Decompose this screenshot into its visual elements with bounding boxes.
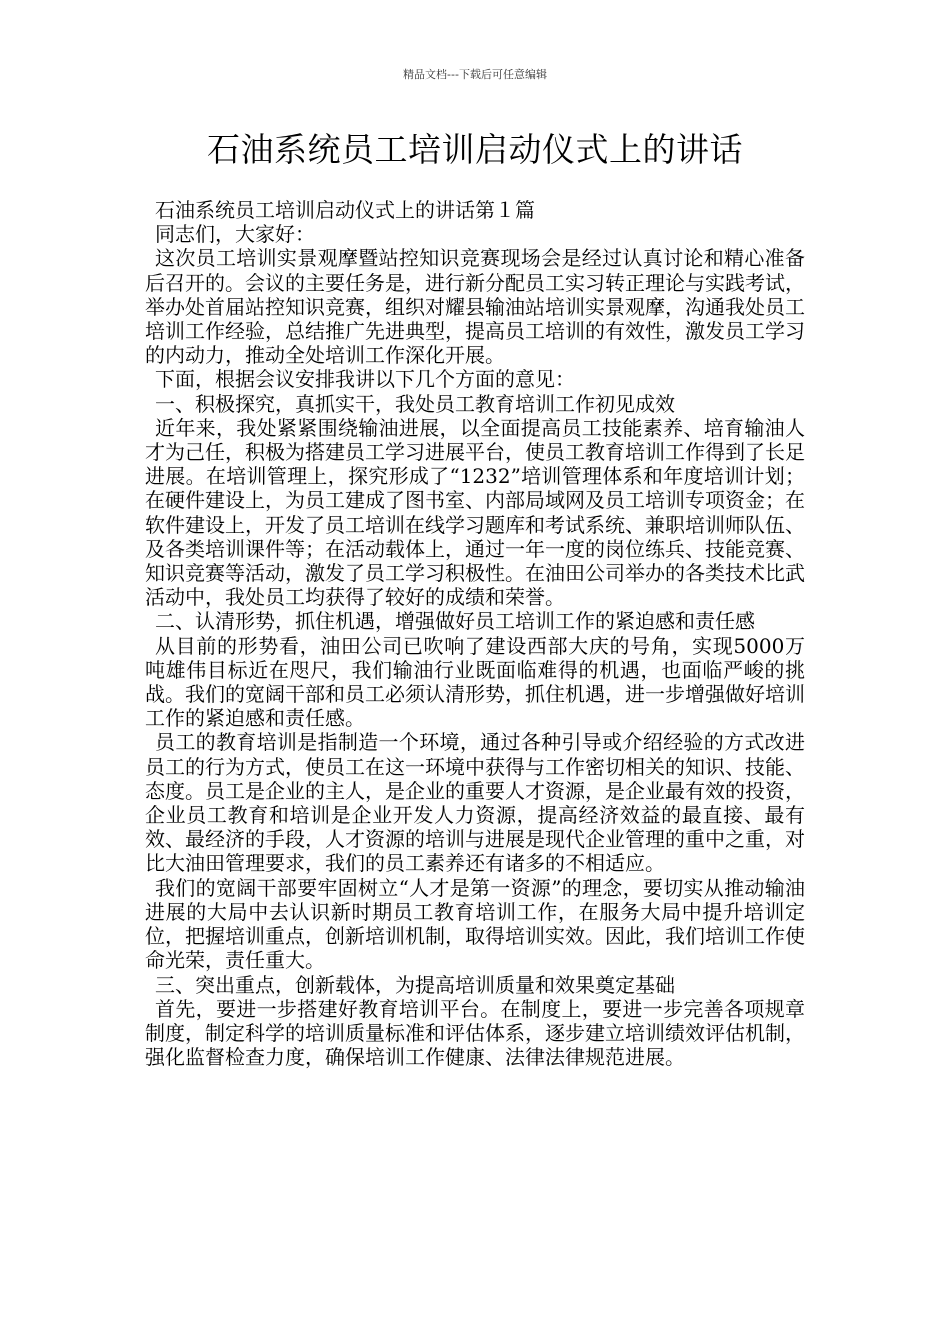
paragraph: 下面，根据会议安排我讲以下几个方面的意见： [155, 367, 575, 392]
document-title: 石油系统员工培训启动仪式上的讲话 [207, 130, 743, 169]
paragraph: 我们的宽阔干部要牢固树立“人才是第一资源”的理念，要切实从推动输油进展的大局中去认识新时期员工教育培训工作，在服务大局中提升培训定位，把握培训重点，创新培训机制，取得培训实效。因此，我们培训工作使命光荣，责任重大。 [145, 875, 805, 973]
paragraph: 首先，要进一步搭建好教育培训平台。在制度上，要进一步完善各项规章制度，制定科学的培训质量标准和评估体系，逐步建立培训绩效评估机制，强化监督检查力度，确保培训工作健康、法律法律规范进展。 [145, 996, 805, 1070]
section-heading-1: 一、积极探究，真抓实干，我处员工教育培训工作初见成效 [155, 391, 675, 416]
paragraph: 这次员工培训实景观摩暨站控知识竞赛现场会是经过认真讨论和精心准备后召开的。会议的主要任务是，进行新分配员工实习转正理论与实践考试，举办处首届站控知识竞赛，组织对耀县输油站培训实景观摩，沟通我处员工培训工作经验，总结推广先进典型，提高员工培训的有效性，激发员工学习的内动力，推动全处培训工作深化开展。 [145, 246, 805, 368]
paragraph: 从目前的形势看，油田公司已吹响了建设西部大庆的号角，实现5000万吨雄伟目标近在咫尺，我们输油行业既面临难得的机遇，也面临严峻的挑战。我们的宽阔干部和员工必须认清形势，抓住机遇，进一步增强做好培训工作的紧迫感和责任感。 [145, 633, 805, 731]
paragraph: 员工的教育培训是指制造一个环境，通过各种引导或介绍经验的方式改进员工的行为方式，使员工在这一环境中获得与工作密切相关的知识、技能、态度。员工是企业的主人，是企业的重要人才资源，是企业最有效的投资，企业员工教育和培训是企业开发人力资源，提高经济效益的最直接、最有效、最经济的手段，人才资源的培训与进展是现代企业管理的重中之重，对比大油田管理要求，我们的员工素养还有诸多的不相适应。 [145, 730, 805, 876]
document-body [145, 198, 805, 1069]
paragraph-greeting: 同志们，大家好： [155, 222, 315, 247]
paragraph-subtitle: 石油系统员工培训启动仪式上的讲话第１篇 [155, 198, 535, 222]
paragraph: 近年来，我处紧紧围绕输油进展，以全面提高员工技能素养、培育输油人才为己任，积极为搭建员工学习进展平台，使员工教育培训工作得到了长足进展。在培训管理上，探究形成了“1232”培训管理体系和年度培训计划；在硬件建设上，为员工建成了图书室、内部局域网及员工培训专项资金；在软件建设上，开发了员工培训在线学习题库和考试系统、兼职培训师队伍、及各类培训课件等；在活动载体上，通过一年一度的岗位练兵、技能竞赛、知识竞赛等活动，激发了员工学习积极性。在油田公司举办的各类技术比武活动中，我处员工均获得了较好的成绩和荣誉。 [145, 415, 805, 610]
section-heading-3: 三、突出重点，创新载体，为提高培训质量和效果奠定基础 [155, 972, 675, 997]
header-note: 精品文档---下载后可任意编辑 [403, 68, 547, 81]
section-heading-2: 二、认清形势，抓住机遇，增强做好员工培训工作的紧迫感和责任感 [155, 609, 755, 634]
